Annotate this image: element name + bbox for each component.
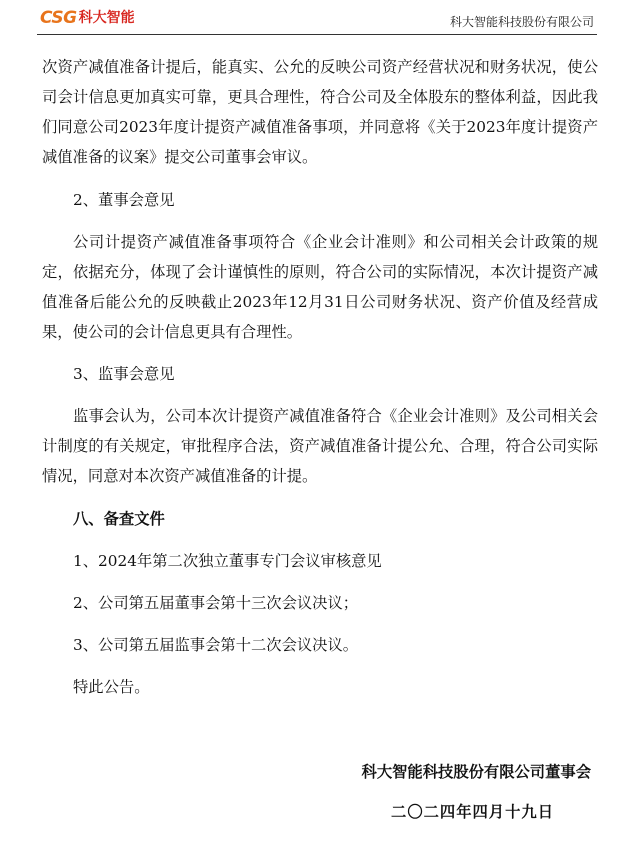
document-item-3: 3、公司第五届监事会第十二次会议决议。 — [73, 636, 359, 654]
supervisory-opinion-title: 3、监事会意见 — [73, 365, 175, 383]
document-body — [42, 52, 598, 702]
signoff-company: 科大智能科技股份有限公司董事会 — [361, 763, 591, 781]
board-opinion-text: 公司计提资产减值准备事项符合《企业会计准则》和公司相关会计政策的规定，依据充分，体现了会计谨慎性的原则，符合公司的实际情况，本次计提资产减值准备后能公允的反映截止2023年12月31日公司财务状况、资产价值及经营成果，使公司的会计信息更具有合理性。 — [42, 233, 598, 341]
signoff-date: 二〇二四年四月十九日 — [391, 803, 554, 821]
announcement-closing: 特此公告。 — [73, 678, 150, 696]
header-company-name: 科大智能科技股份有限公司 — [449, 15, 594, 29]
page-header — [0, 0, 633, 38]
header-divider — [37, 34, 597, 35]
company-logo — [40, 6, 135, 28]
section-heading: 八、备查文件 — [73, 510, 165, 528]
document-item-2: 2、公司第五届董事会第十三次会议决议； — [73, 594, 359, 612]
board-opinion-title: 2、董事会意见 — [73, 191, 175, 209]
document-item-1: 1、2024年第二次独立董事专门会议审核意见 — [73, 552, 382, 570]
continued-paragraph: 次资产减值准备计提后，能真实、公允的反映公司资产经营状况和财务状况，使公司会计信息更加真实可靠，更具合理性，符合公司及全体股东的整体利益，因此我们同意公司2023年度计提资产减值准备事项，并同意将《关于2023年度计提资产减值准备的议案》提交公司董事会审议。 — [42, 58, 598, 166]
supervisory-opinion-text: 监事会认为，公司本次计提资产减值准备符合《企业会计准则》及公司相关会计制度的有关规定，审批程序合法，资产减值准备计提公允、合理，符合公司实际情况，同意对本次资产减值准备的计提。 — [42, 407, 598, 485]
csg-logo-mark: CSG — [40, 8, 77, 28]
logo-company-name: 科大智能 — [78, 10, 135, 26]
